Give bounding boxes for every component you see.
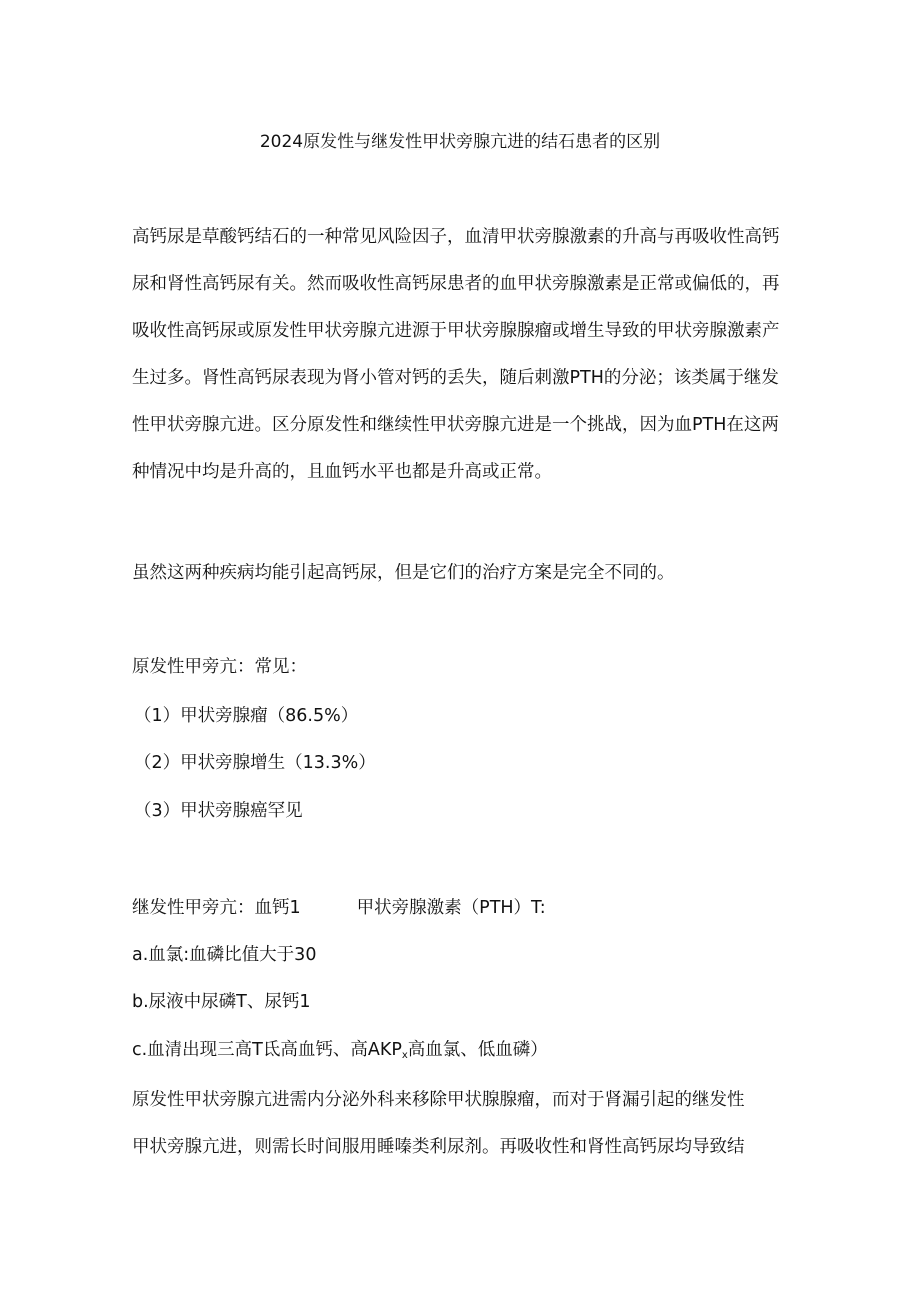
treatment-line-2: 甲状旁腺亢进，则需长时间服用睡嗪类利尿剂。再吸收性和肾性高钙尿均导致结 <box>132 1137 745 1157</box>
secondary-heading-pth: 甲状旁腺激素（PTH）T: <box>356 898 546 918</box>
secondary-item-c-suffix: 高血氯、低血磷） <box>407 1040 548 1060</box>
primary-item-adenoma: （1）甲状旁腺瘤（86.5%） <box>134 706 359 726</box>
secondary-item-c <box>132 1036 548 1070</box>
secondary-item-c-subscript: x <box>401 1050 408 1061</box>
primary-heading: 原发性甲旁亢：常见： <box>132 657 307 677</box>
secondary-heading-calcium: 继发性甲旁亢：血钙1 <box>132 898 301 918</box>
secondary-item-b: b.尿液中尿磷T、尿钙1 <box>132 992 311 1012</box>
document-title: 2024原发性与继发性甲状旁腺亢进的结石患者的区别 <box>259 132 661 152</box>
treatment-line-1: 原发性甲状旁腺亢进需内分泌外科来移除甲状腺腺瘤，而对于肾漏引起的继发性 <box>132 1090 745 1110</box>
secondary-heading <box>132 894 546 922</box>
paragraph-hypercalciuria: 高钙尿是草酸钙结石的一种常见风险因子，血清甲状旁腺激素的升高与再吸收性高钙尿和肾性高钙尿有关。然而吸收性高钙尿患者的血甲状旁腺激素是正常或偏低的，再吸收性高钙尿或原发性甲状旁腺亢进源于甲状旁腺腺瘤或增生导致的甲状旁腺激素产生过多。肾性高钙尿表现为肾小管对钙的丢失，随后刺激PTH的分泌；该类属于继发性甲状旁腺亢进。区分原发性和继续性甲状旁腺亢进是一个挑战，因为血PTH在这两种情况中均是升高的，且血钙水平也都是升高或正常。 <box>132 227 780 482</box>
primary-item-hyperplasia: （2）甲状旁腺增生（13.3%） <box>134 753 376 773</box>
paragraph-treatment-difference: 虽然这两种疾病均能引起高钙尿，但是它们的治疗方案是完全不同的。 <box>132 563 675 583</box>
secondary-item-a: a.血氯:血磷比值大于30 <box>132 945 317 965</box>
primary-item-carcinoma: （3）甲状旁腺癌罕见 <box>134 801 303 821</box>
secondary-item-c-prefix: c.血清出现三高T氐高血钙、高AKP <box>132 1040 402 1060</box>
